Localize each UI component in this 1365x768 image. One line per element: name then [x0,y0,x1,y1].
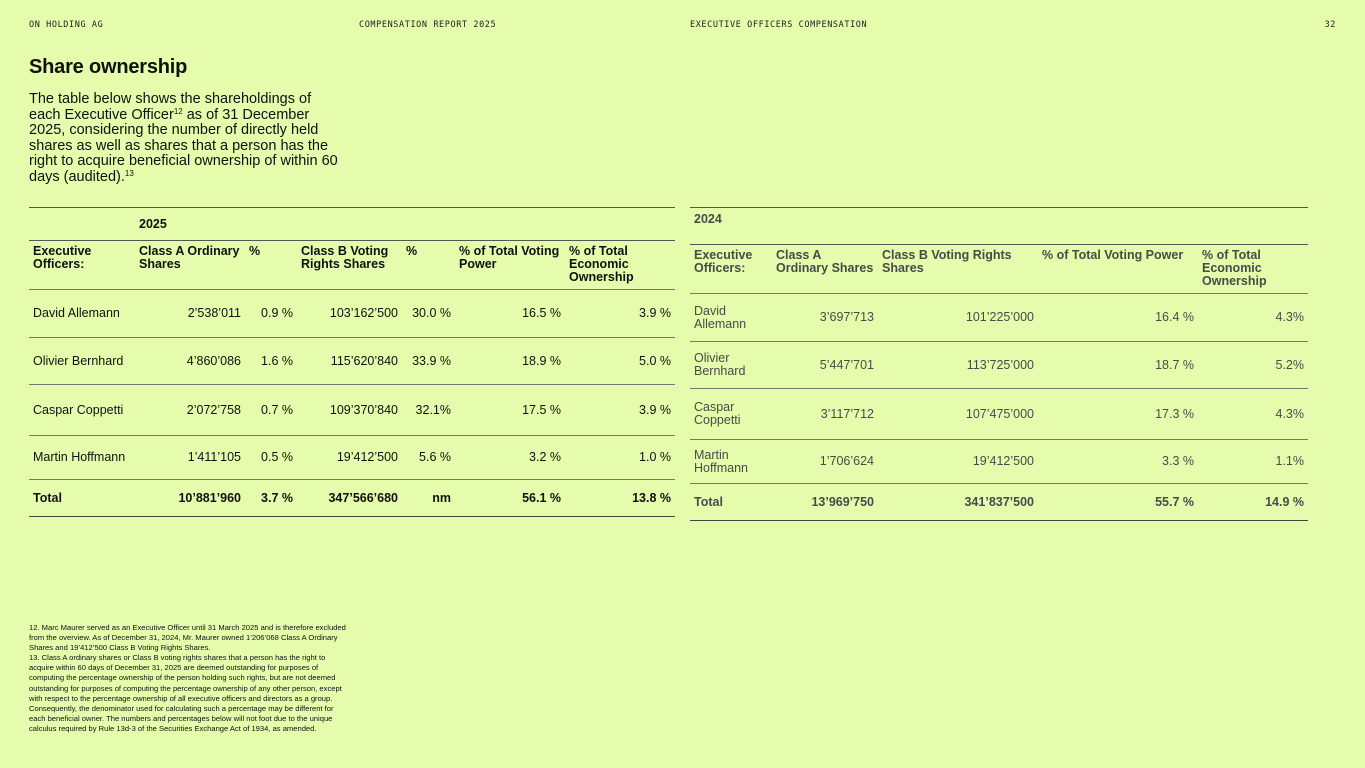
officer-name: Caspar Coppetti [29,385,135,436]
table-row [29,338,675,385]
class-b-shares: 109’370’840 [297,385,402,436]
footnote-ref-12[interactable]: 12 [173,106,183,116]
column-header-row [29,241,675,290]
total-voting-power: 55.7 % [1038,484,1198,521]
officer-name: Martin Hoffmann [29,436,135,480]
economic-ownership: 3.9 % [565,290,675,338]
class-b-percent: 33.9 % [402,338,455,385]
year-label: 2024 [690,208,1308,245]
col-class-b-percent: % [402,241,455,290]
class-a-percent: 0.5 % [245,436,297,480]
year-label: 2025 [135,208,675,241]
table-row [690,294,1308,342]
economic-ownership: 1.1% [1198,440,1308,484]
class-b-shares: 107’475’000 [878,389,1038,440]
voting-power: 16.5 % [455,290,565,338]
officer-name: David Allemann [690,294,772,342]
intro-text-2: as of 31 December 2025, considering the number of directly held shares as well as shares that a person has the right to acquire beneficial ownership of within 60 days (audited). [29,106,338,185]
class-b-percent: 32.1% [402,385,455,436]
class-b-percent: 5.6 % [402,436,455,480]
total-class-b-percent: nm [402,480,455,517]
economic-ownership: 3.9 % [565,385,675,436]
class-a-shares: 2’072’758 [135,385,245,436]
intro-paragraph [29,92,339,186]
voting-power: 3.3 % [1038,440,1198,484]
economic-ownership: 4.3% [1198,294,1308,342]
economic-ownership: 5.0 % [565,338,675,385]
table-row [29,436,675,480]
footnote-13: 13. Class A ordinary shares or Class B voting rights shares that a person has the right to acquire within 60 days of December 31, 2025 are deemed outstanding for purposes of computing the percentage ownership of the person holding such rights, but are not deemed outstanding for purposes of computing the percentage ownership of any other person, except with respect to the percentage ownership of all executive officers and directors as a group. Consequently, the denominator used for calculating such a percentage may be different for each beneficial owner. The numbers and percentages below will not foot due to the unique calculus required by Rule 13d-3 of the Securities Exchange Act of 1934, as amended. [29,653,342,733]
col-executive-officers: Executive Officers: [29,241,135,290]
col-economic-ownership: % of Total Economic Ownership [565,241,675,290]
col-class-a-shares: Class A Ordinary Shares [135,241,245,290]
officer-name: Martin Hoffmann [690,440,772,484]
total-class-a-percent: 3.7 % [245,480,297,517]
total-row [690,484,1308,521]
share-ownership-table-2025 [29,207,675,517]
voting-power: 17.3 % [1038,389,1198,440]
total-economic-ownership: 13.8 % [565,480,675,517]
class-b-shares: 101’225’000 [878,294,1038,342]
class-a-percent: 0.7 % [245,385,297,436]
page-number: 32 [1324,20,1336,30]
class-a-percent: 1.6 % [245,338,297,385]
officer-name: Olivier Bernhard [690,342,772,389]
share-ownership-table-2024 [690,207,1308,521]
table-row [690,389,1308,440]
footnotes [29,623,349,734]
col-voting-power: % of Total Voting Power [455,241,565,290]
economic-ownership: 4.3% [1198,389,1308,440]
total-class-b-shares: 347’566’680 [297,480,402,517]
intro-text-1: The table below shows the shareholdings of each Executive Officer [29,91,312,123]
voting-power: 18.9 % [455,338,565,385]
footnote-12: 12. Marc Maurer served as an Executive Officer until 31 March 2025 and is therefore excluded from the overview. As of December 31, 2024, Mr. Maurer owned 1’206’068 Class A Ordinary Shares and 19’412’500 Class B Voting Rights Shares. [29,623,346,653]
class-a-shares: 3’697’713 [772,294,878,342]
table-row [29,385,675,436]
class-b-shares: 19’412’500 [878,440,1038,484]
total-voting-power: 56.1 % [455,480,565,517]
col-class-b-shares: Class B Voting Rights Shares [297,241,402,290]
footnote-ref-13[interactable]: 13 [124,168,134,178]
economic-ownership: 5.2% [1198,342,1308,389]
class-a-shares: 5’447’701 [772,342,878,389]
year-row [29,208,675,241]
officer-name: Olivier Bernhard [29,338,135,385]
class-b-shares: 115’620’840 [297,338,402,385]
year-row [690,208,1308,245]
total-economic-ownership: 14.9 % [1198,484,1308,521]
class-a-shares: 4’860’086 [135,338,245,385]
voting-power: 16.4 % [1038,294,1198,342]
economic-ownership: 1.0 % [565,436,675,480]
class-a-percent: 0.9 % [245,290,297,338]
col-executive-officers: Executive Officers: [690,245,772,294]
header-section: EXECUTIVE OFFICERS COMPENSATION [690,20,868,30]
total-label: Total [29,480,135,517]
col-voting-power: % of Total Voting Power [1038,245,1198,294]
page-title: Share ownership [29,56,188,78]
col-class-a-shares: Class A Ordinary Shares [772,245,878,294]
class-a-shares: 1’706’624 [772,440,878,484]
total-class-a-shares: 10’881’960 [135,480,245,517]
col-class-a-percent: % [245,241,297,290]
col-class-b-shares: Class B Voting Rights Shares [878,245,1038,294]
table-row [29,290,675,338]
class-b-shares: 103’162’500 [297,290,402,338]
officer-name: David Allemann [29,290,135,338]
class-a-shares: 2’538’011 [135,290,245,338]
class-b-shares: 113’725’000 [878,342,1038,389]
total-class-b-shares: 341’837’500 [878,484,1038,521]
total-row [29,480,675,517]
class-b-percent: 30.0 % [402,290,455,338]
voting-power: 3.2 % [455,436,565,480]
header-company: ON HOLDING AG [29,20,104,30]
class-a-shares: 1’411’105 [135,436,245,480]
total-label: Total [690,484,772,521]
total-class-a-shares: 13’969’750 [772,484,878,521]
voting-power: 18.7 % [1038,342,1198,389]
col-economic-ownership: % of Total Economic Ownership [1198,245,1308,294]
voting-power: 17.5 % [455,385,565,436]
header-report-title: COMPENSATION REPORT 2025 [359,20,497,30]
class-a-shares: 3’117’712 [772,389,878,440]
class-b-shares: 19’412’500 [297,436,402,480]
column-header-row [690,245,1308,294]
officer-name: Caspar Coppetti [690,389,772,440]
table-row [690,440,1308,484]
table-row [690,342,1308,389]
